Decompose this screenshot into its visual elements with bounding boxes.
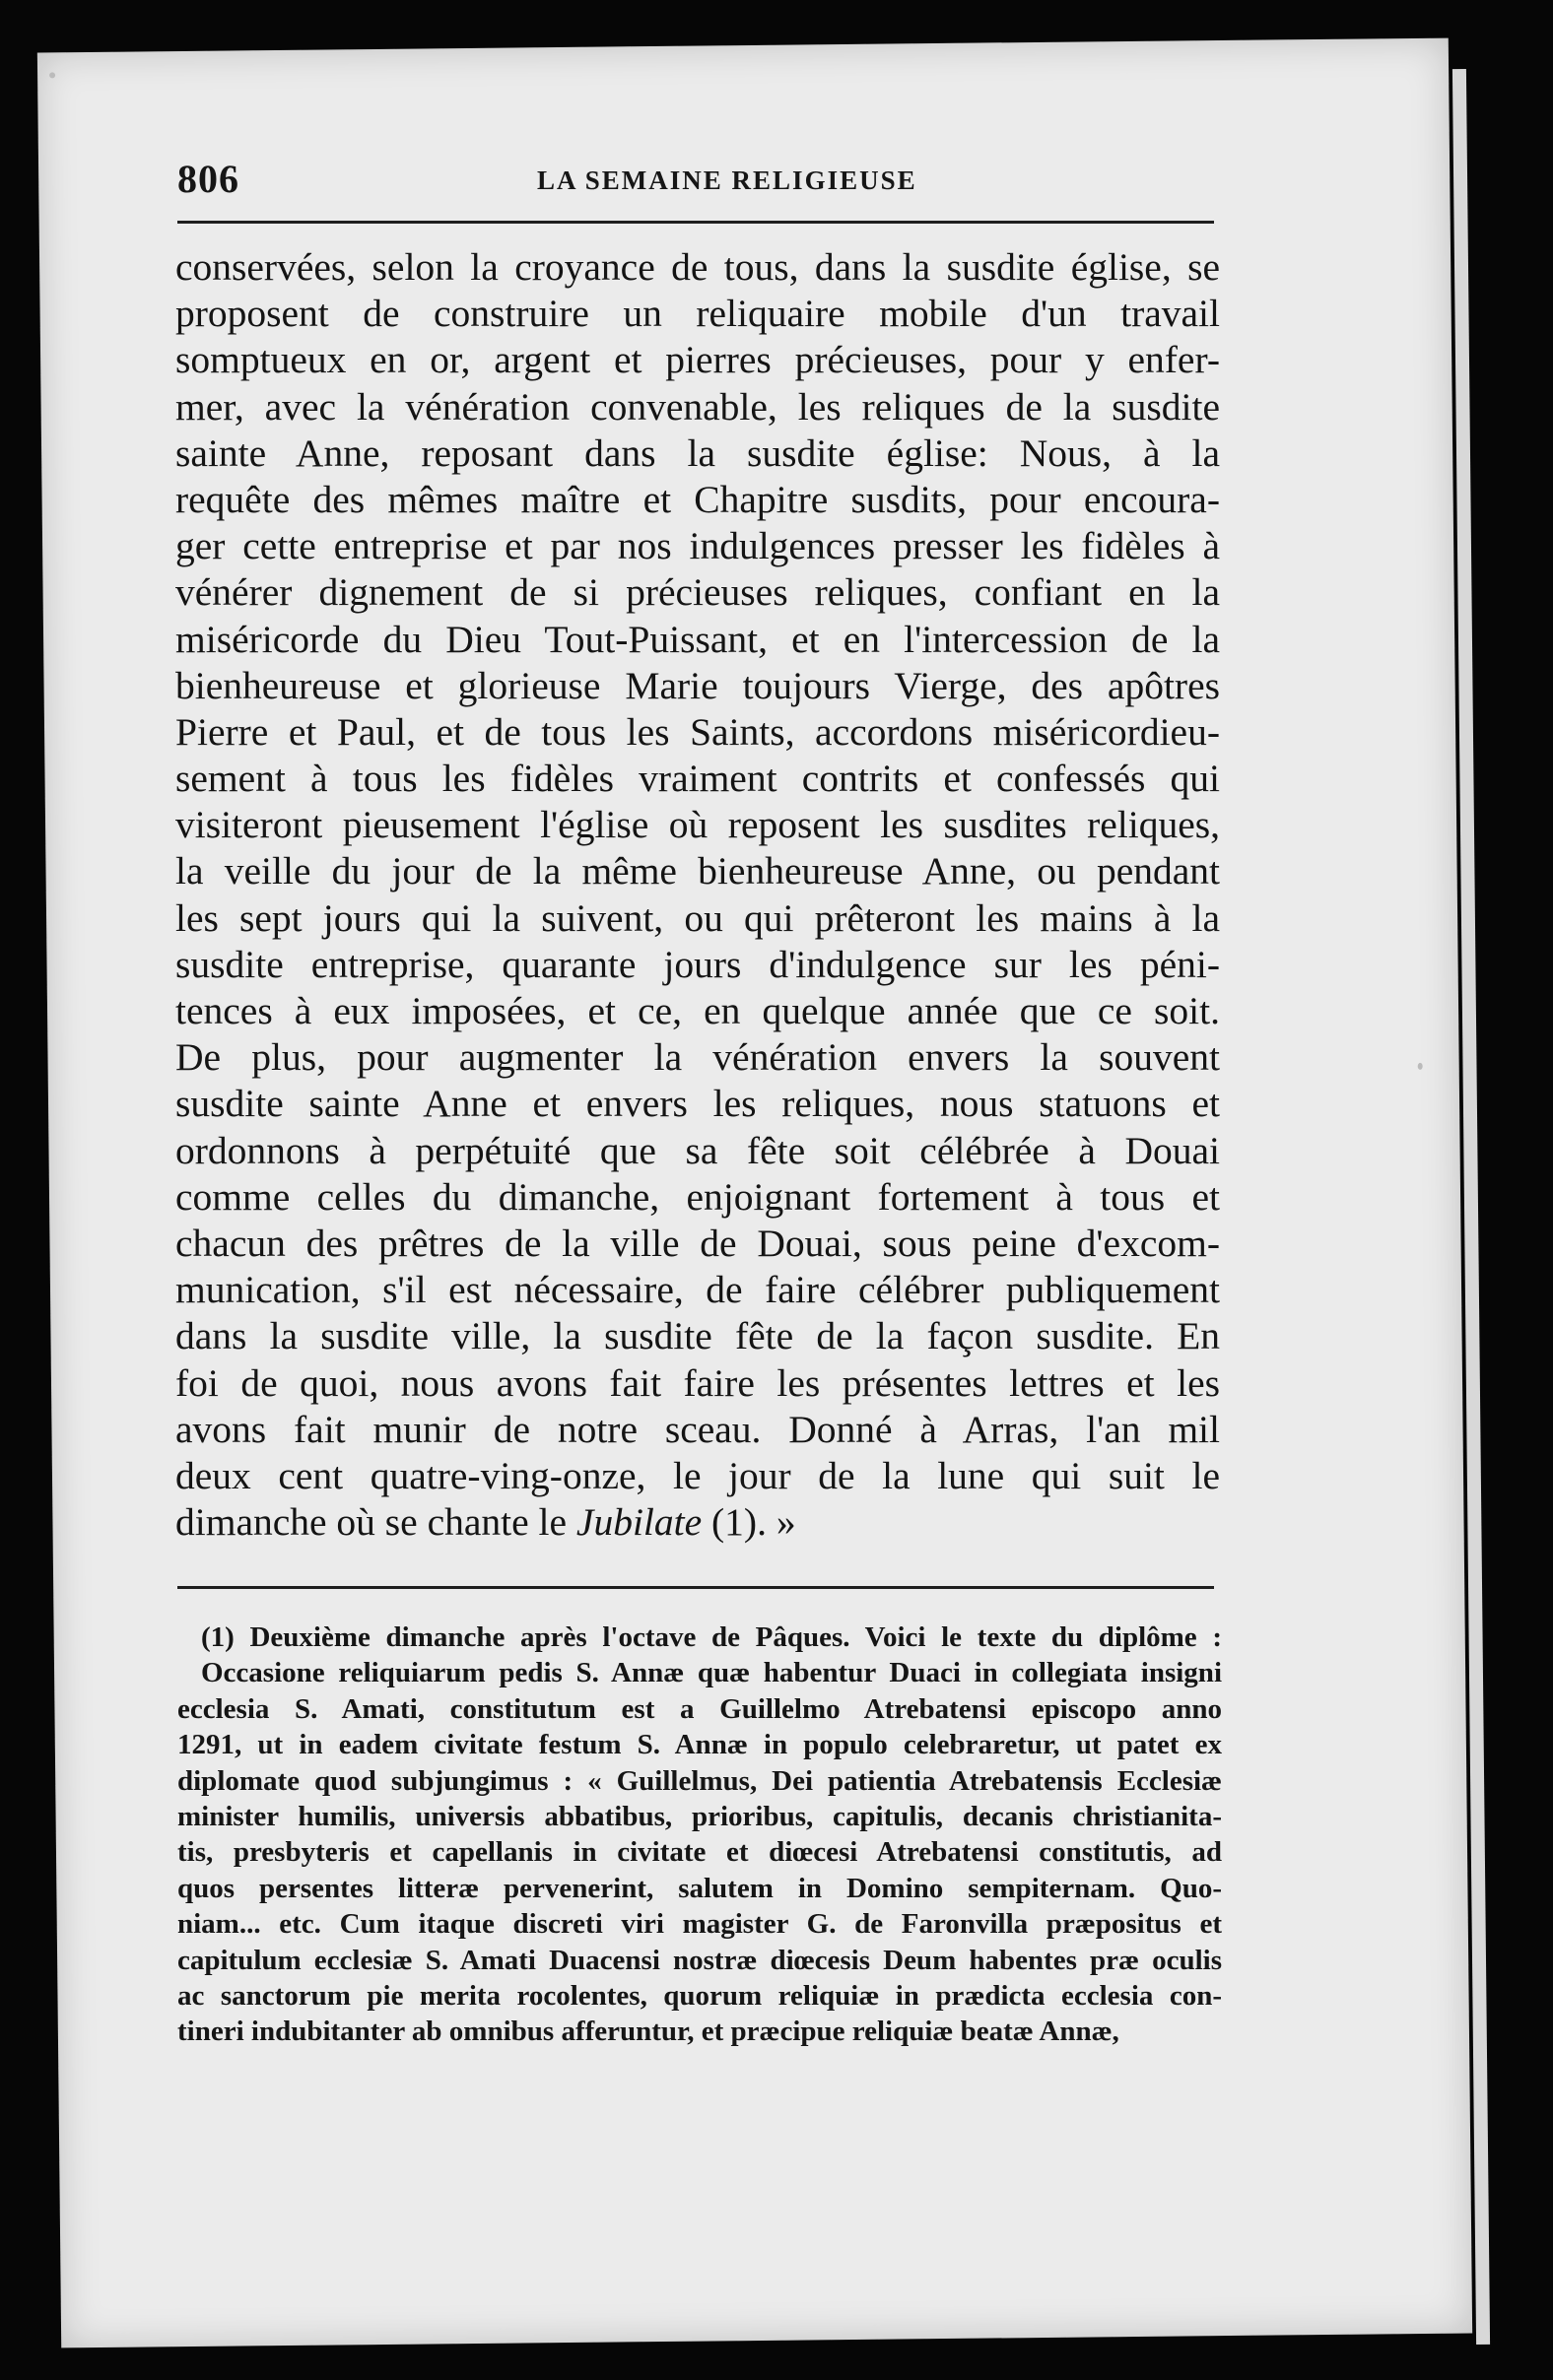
- footnote-line: tis, presbyteris et capellanis in civitate et diœcesi Atrebatensi constitutis, ad: [177, 1836, 1222, 1869]
- text-line: ordonnons à perpétuité que sa fête soit célébrée à Douai: [175, 1128, 1220, 1172]
- text-line: susdite entreprise, quarante jours d'indulgence sur les péni-: [175, 942, 1220, 986]
- text-line: munication, s'il est nécessaire, de faire célébrer publiquement: [175, 1268, 1220, 1312]
- jubilate-italic: Jubilate: [575, 1500, 703, 1545]
- text-line: dans la susdite ville, la susdite fête de la façon susdite. En: [175, 1314, 1220, 1358]
- text-line: sement à tous les fidèles vraiment contrits et confessés qui: [175, 757, 1220, 801]
- text-line: avons fait munir de notre sceau. Donné à Arras, l'an mil: [175, 1407, 1220, 1451]
- text-line: comme celles du dimanche, enjoignant fortement à tous et: [175, 1174, 1220, 1219]
- footnote-line: capitulum ecclesiæ S. Amati Duacensi nostræ diœcesis Deum habentes præ oculis: [177, 1944, 1222, 1976]
- text-line: visiteront pieusement l'église où reposent les susdites reliques,: [175, 803, 1220, 847]
- text-line: conservées, selon la croyance de tous, dans la susdite église, se: [175, 245, 1220, 289]
- footnote-line: Occasione reliquiarum pedis S. Annæ quæ habentur Duaci in collegiata insigni: [201, 1657, 1222, 1689]
- footnote-line: ac sanctorum pie merita rocolentes, quorum reliquiæ in prædicta ecclesia con-: [177, 1979, 1222, 2012]
- header-rule: [177, 221, 1214, 224]
- footnote-line: (1) Deuxième dimanche après l'octave de Pâques. Voici le texte du diplôme :: [201, 1621, 1222, 1653]
- text-line: susdite sainte Anne et envers les reliques, nous statuons et: [175, 1082, 1220, 1126]
- text-line: somptueux en or, argent et pierres précieuses, pour y enfer-: [175, 338, 1220, 382]
- page-number: 806: [177, 157, 239, 201]
- body-paragraph: [175, 244, 1220, 1546]
- final-line-note-ref: (1). »: [702, 1500, 796, 1545]
- text-line: deux cent quatre-ving-onze, le jour de la lune qui suit le: [175, 1453, 1220, 1497]
- text-line: les sept jours qui la suivent, ou qui prêteront les mains à la: [175, 895, 1220, 940]
- text-line: Pierre et Paul, et de tous les Saints, accordons miséricordieu-: [175, 709, 1220, 754]
- text-line: ger cette entreprise et par nos indulgences presser les fidèles à: [175, 524, 1220, 568]
- scan-speck: [49, 72, 55, 78]
- scan-speck: [1418, 1063, 1423, 1070]
- text-line: bienheureuse et glorieuse Marie toujours Vierge, des apôtres: [175, 663, 1220, 707]
- text-line: foi de quoi, nous avons fait faire les présentes lettres et les: [175, 1360, 1220, 1405]
- text-line: miséricorde du Dieu Tout-Puissant, et en l'intercession de la: [175, 617, 1220, 661]
- footnote-rule: [177, 1586, 1214, 1589]
- running-title: LA SEMAINE RELIGIEUSE: [537, 165, 917, 195]
- footnote-line: 1291, ut in eadem civitate festum S. Annæ in populo celebraretur, ut patet ex: [177, 1729, 1222, 1761]
- footnote-line: quos persentes litteræ pervenerint, salutem in Domino sempiternam. Quo-: [177, 1872, 1222, 1904]
- footnote-line: ecclesia S. Amati, constitutum est a Guillelmo Atrebatensi episcopo anno: [177, 1692, 1222, 1725]
- text-line: mer, avec la vénération convenable, les reliques de la susdite: [175, 384, 1220, 429]
- footnote-line: minister humilis, universis abbatibus, prioribus, capitulis, decanis christianita-: [177, 1800, 1222, 1832]
- footnote-line: tineri indubitanter ab omnibus afferuntur, et præcipue reliquiæ beatæ Annæ,: [177, 2016, 1119, 2048]
- text-line: requête des mêmes maître et Chapitre susdits, pour encoura-: [175, 477, 1220, 521]
- text-line-final: [175, 1499, 1220, 1546]
- page-header: [177, 156, 1214, 215]
- text-line: De plus, pour augmenter la vénération envers la souvent: [175, 1035, 1220, 1080]
- text-line: chacun des prêtres de la ville de Douai, sous peine d'excom-: [175, 1221, 1220, 1265]
- text-line: vénérer dignement de si précieuses reliques, confiant en la: [175, 570, 1220, 615]
- main-text: [175, 244, 1220, 1546]
- footnote: [177, 1620, 1222, 2050]
- text-line: tences à eux imposées, et ce, en quelque année que ce soit.: [175, 989, 1220, 1032]
- footnote-line: diplomate quod subjungimus : « Guillelmus, Dei patientia Atrebatensis Ecclesiæ: [177, 1764, 1222, 1797]
- footnote-line: niam... etc. Cum itaque discreti viri magister G. de Faronvilla præpositus et: [177, 1908, 1222, 1941]
- text-line: proposent de construire un reliquaire mobile d'un travail: [175, 292, 1220, 336]
- text-line: sainte Anne, reposant dans la susdite église: Nous, à la: [175, 430, 1220, 475]
- text-line: la veille du jour de la même bienheureuse Anne, ou pendant: [175, 849, 1220, 893]
- final-line-text: dimanche où se chante le: [175, 1500, 576, 1545]
